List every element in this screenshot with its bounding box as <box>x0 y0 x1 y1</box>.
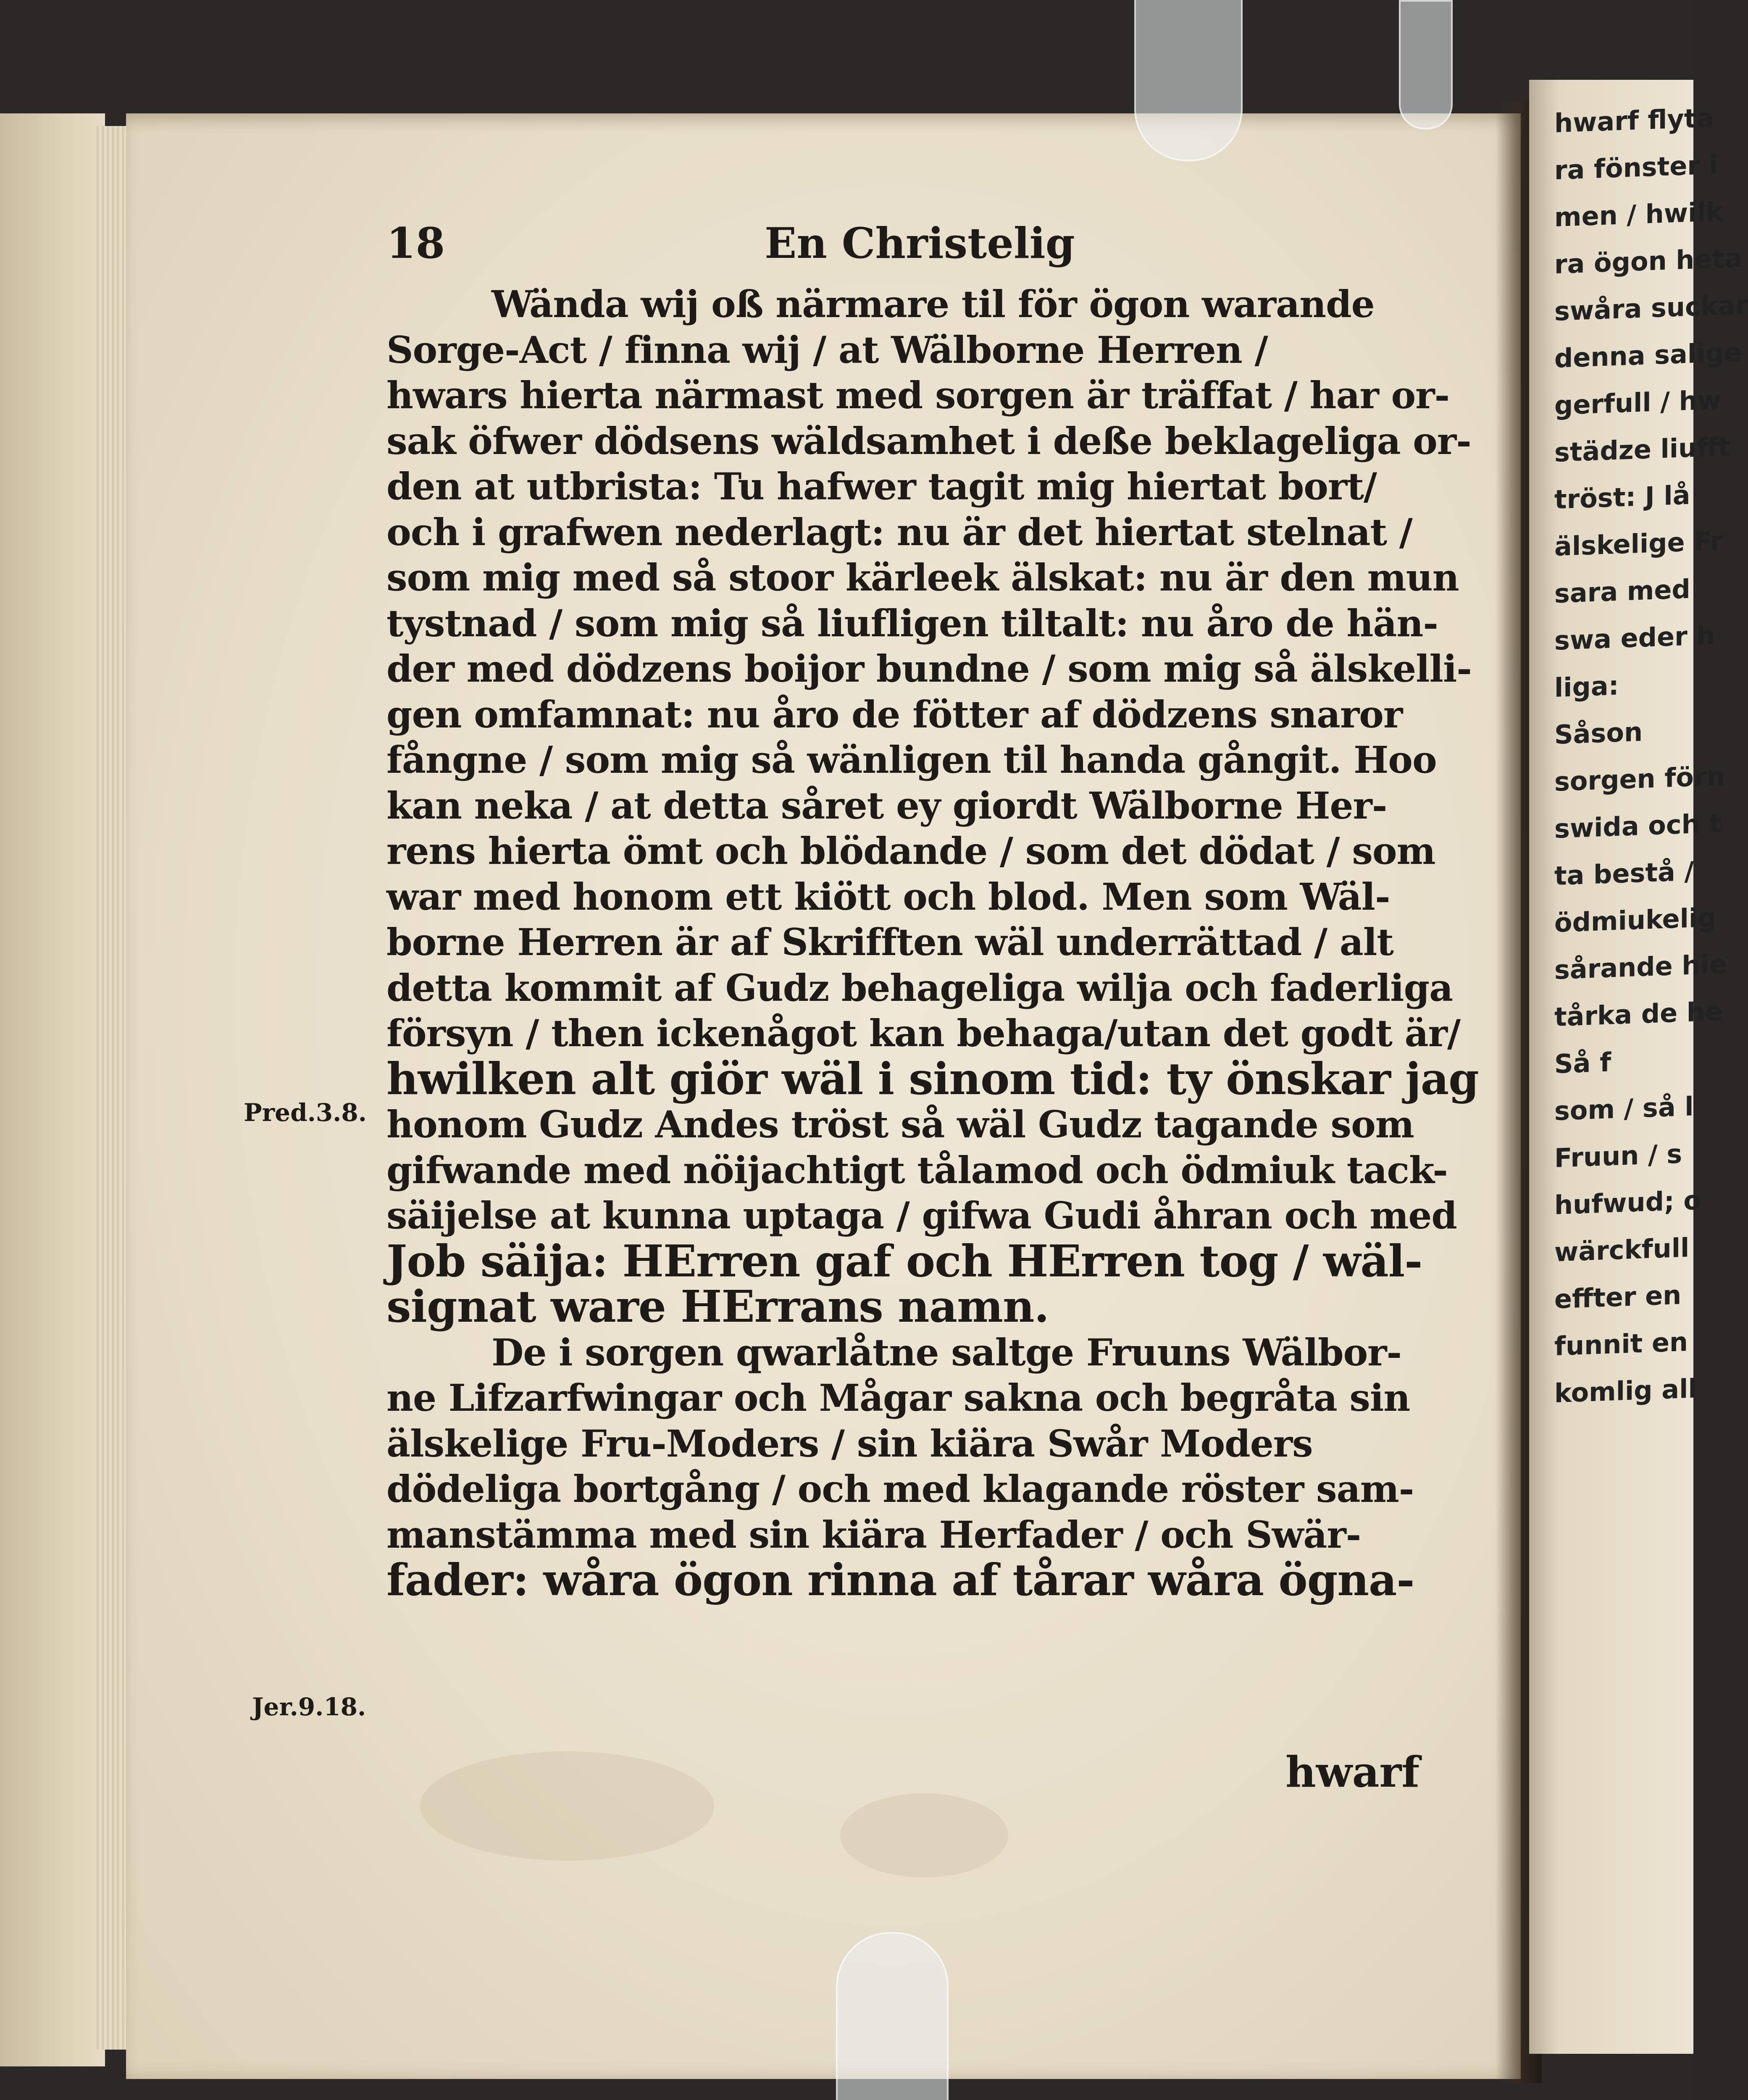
facing-text-line: ta bestå / <box>1554 856 1694 892</box>
text-line: signat ware HErrans namn. <box>386 1281 1049 1332</box>
text-line: försyn / then ickenågot kan behaga/utan det godt är/ <box>386 1011 1461 1055</box>
text-line: hwilken alt giör wäl i sinom tid: ty önskar jag <box>386 1053 1479 1105</box>
text-line: der med dödzens boijor bundne / som mig så älskelli- <box>386 647 1472 690</box>
facing-text-line: hwarf flyta <box>1554 102 1714 139</box>
facing-text-line: älskelige Fr <box>1554 525 1723 562</box>
margin-reference-pred: Pred.3.8. <box>244 1098 367 1127</box>
facing-text-line: wärckfull <box>1554 1232 1690 1268</box>
facing-text-line: tröst: J lå <box>1554 479 1690 515</box>
page-clip-right <box>1399 0 1453 129</box>
text-line: fångne / som mig så wänligen til handa gångit. Hoo <box>386 738 1437 782</box>
facing-text-line: sårande hie <box>1554 948 1727 986</box>
page-header <box>386 218 1424 281</box>
page-clip-top <box>1134 0 1243 161</box>
facing-text-line: effter en <box>1554 1279 1682 1315</box>
text-line: som mig med så stoor kärleek älskat: nu är den mun <box>386 556 1459 599</box>
facing-text-line: Såson <box>1554 716 1643 751</box>
text-line: rens hierta ömt och blödande / som det dödat / som <box>386 829 1435 873</box>
facing-text-line: ra ögon heta <box>1554 242 1742 280</box>
text-line: ne Lifzarfwingar och Mågar sakna och begråta sin <box>386 1376 1410 1420</box>
facing-text-line: liga: <box>1554 670 1619 704</box>
text-line: manstämma med sin kiära Herfader / och Swär- <box>386 1512 1361 1557</box>
facing-text-line: gerfull / hw <box>1554 384 1722 421</box>
facing-text-line: ödmiukelig <box>1554 902 1716 939</box>
catchword: hwarf <box>1285 1747 1420 1797</box>
facing-text-line: funnit en <box>1554 1326 1688 1362</box>
text-line: borne Herren är af Skrifften wäl underrättad / alt <box>386 920 1393 964</box>
text-line: detta kommit af Gudz behageliga wilja och faderliga <box>386 966 1453 1010</box>
text-line: hwars hierta närmast med sorgen är träffat / har or- <box>386 373 1450 417</box>
text-line: honom Gudz Andes tröst så wäl Gudz tagande som <box>386 1102 1414 1146</box>
text-line: älskelige Fru-Moders / sin kiära Swår Moders <box>386 1421 1313 1465</box>
left-page-edge <box>0 113 105 2066</box>
facing-text-line: ra fönster i <box>1554 149 1718 186</box>
facing-text-line: swida och t <box>1554 808 1722 845</box>
text-line: säijelse at kunna uptaga / gifwa Gudi åhran och med <box>386 1194 1457 1237</box>
text-line: kan neka / at detta såret ey giordt Wälborne Her- <box>386 783 1387 827</box>
text-line: den at utbrista: Tu hafwer tagit mig hiertat bort/ <box>386 465 1377 508</box>
facing-text-line: komlig all <box>1554 1373 1697 1409</box>
facing-text-line: tårka de he <box>1554 996 1723 1033</box>
page-number: 18 <box>386 218 445 268</box>
page-clip-bottom <box>836 1932 949 2100</box>
facing-text-line: Fruun / s <box>1554 1138 1682 1174</box>
text-line: sak öfwer dödsens wäldsamhet i deße beklageliga or- <box>386 419 1471 463</box>
text-line: Job säija: HErren gaf och HErren tog / wäl- <box>386 1235 1422 1287</box>
text-line: och i grafwen nederlagt: nu är det hiertat stelnat / <box>386 510 1412 554</box>
text-line: De i sorgen qwarlåtne saltge Fruuns Wälbor- <box>492 1330 1402 1374</box>
paper-stain <box>420 1751 714 1861</box>
paper-stain <box>840 1793 1008 1877</box>
text-line: gifwande med nöijachtigt tålamod och ödmiuk tack- <box>386 1148 1448 1192</box>
text-line: war med honom ett kiött och blod. Men som Wäl- <box>386 874 1390 919</box>
text-line: fader: wåra ögon rinna af tårar wåra ögna- <box>386 1554 1414 1606</box>
facing-page <box>1529 80 1748 2054</box>
facing-text-line: men / hwilk <box>1554 196 1723 233</box>
facing-text-line: swa eder h <box>1554 620 1715 656</box>
body-text <box>386 281 1479 1606</box>
facing-text-line: städze liufft <box>1554 431 1730 468</box>
facing-page-text <box>1554 93 1748 1417</box>
text-line: dödeliga bortgång / och med klagande röster sam- <box>386 1467 1414 1511</box>
page-text-block <box>386 218 1479 1606</box>
facing-text-line: Så f <box>1554 1047 1611 1080</box>
facing-text-line: sorgen förn <box>1554 760 1725 798</box>
text-line: tystnad / som mig så liufligen tiltalt: nu åro de hän- <box>386 601 1438 645</box>
facing-text-line: hufwud; o <box>1554 1184 1702 1221</box>
facing-text-line: som / så l <box>1554 1091 1694 1127</box>
text-line: Sorge-Act / finna wij / at Wälborne Herren / <box>386 328 1268 372</box>
facing-text-line: sara med <box>1554 573 1690 609</box>
running-title: En Christelig <box>765 218 1075 268</box>
facing-text-line: swåra suckar <box>1554 289 1748 327</box>
margin-reference-jer: Jer.9.18. <box>252 1693 366 1721</box>
text-line: Wända wij oß närmare til för ögon warande <box>492 282 1375 326</box>
facing-text-line: denna salige <box>1554 336 1742 374</box>
text-line: gen omfamnat: nu åro de fötter af dödzens snaror <box>386 692 1403 736</box>
